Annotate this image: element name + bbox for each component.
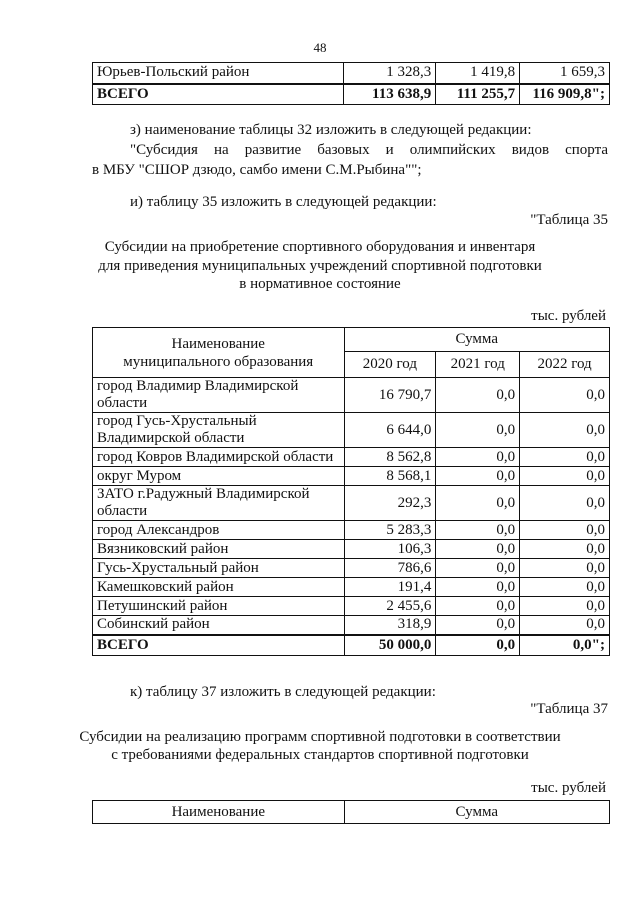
table37-title-1: Субсидии на реализацию программ спортивной подготовки в соответствии (79, 729, 561, 745)
cell-value: 8 562,8 (344, 448, 436, 467)
paragraph-i: и) таблицу 35 изложить в следующей редакции: (130, 194, 437, 210)
header-year: 2021 год (436, 352, 520, 378)
cell-value: 0,0 (520, 486, 610, 521)
cell-value: 0,0 (520, 448, 610, 467)
header-row (93, 801, 610, 824)
cell-value: 0,0 (436, 578, 520, 597)
table-row (93, 63, 610, 84)
header-name-line-1: Наименование (171, 335, 265, 352)
table-row (93, 540, 610, 559)
row-name: округ Муром (93, 467, 345, 486)
cell-value: 6 644,0 (344, 413, 436, 448)
cell-value: 0,0 (520, 578, 610, 597)
cell-value: 0,0 (436, 467, 520, 486)
cell-value: 2 455,6 (344, 597, 436, 616)
table35-label: "Таблица 35 (530, 212, 608, 228)
total-value: 50 000,0 (344, 635, 436, 656)
top-table (92, 62, 610, 105)
table-row (93, 378, 610, 413)
table-37 (92, 800, 610, 824)
cell-value: 786,6 (344, 559, 436, 578)
cell-value: 0,0 (520, 521, 610, 540)
cell-value: 0,0 (436, 540, 520, 559)
cell-value: 1 659,3 (520, 63, 610, 84)
cell-value: 0,0 (520, 540, 610, 559)
cell-value: 106,3 (344, 540, 436, 559)
cell-value: 0,0 (520, 616, 610, 635)
row-name: Петушинский район (93, 597, 345, 616)
cell-value: 0,0 (520, 467, 610, 486)
row-name: город Александров (93, 521, 345, 540)
header-year: 2022 год (520, 352, 610, 378)
row-name: Собинский район (93, 616, 345, 635)
page-number: 48 (313, 40, 327, 55)
cell-value: 0,0 (436, 413, 520, 448)
table-row (93, 413, 610, 448)
row-name: Юрьев-Польский район (93, 63, 344, 84)
total-value: 0,0 (436, 635, 520, 656)
cell-value: 0,0 (520, 597, 610, 616)
total-value: 0,0"; (520, 635, 610, 656)
total-value: 111 255,7 (436, 84, 520, 105)
units-label-2: тыс. рублей (531, 780, 606, 796)
cell-value: 0,0 (436, 616, 520, 635)
cell-value: 0,0 (520, 413, 610, 448)
table-row (93, 616, 610, 635)
cell-value: 0,0 (436, 486, 520, 521)
total-value: 113 638,9 (344, 84, 436, 105)
row-name: Камешковский район (93, 578, 345, 597)
paragraph-z-quote-1: "Субсидия на развитие базовых и олимпийских видов спорта (130, 142, 608, 158)
header-sum: Сумма (344, 801, 609, 824)
header-name-line-2: муниципального образования (123, 353, 314, 370)
paragraph-k: к) таблицу 37 изложить в следующей редакции: (130, 684, 436, 700)
total-label: ВСЕГО (93, 84, 344, 105)
cell-value: 1 419,8 (436, 63, 520, 84)
total-row (93, 84, 610, 105)
table35-title-3: в нормативное состояние (239, 276, 401, 292)
table-row (93, 597, 610, 616)
header-year: 2020 год (344, 352, 436, 378)
table-row (93, 559, 610, 578)
table-row (93, 486, 610, 521)
cell-value: 16 790,7 (344, 378, 436, 413)
table-35 (92, 327, 610, 656)
paragraph-z-quote-2: в МБУ "СШОР дзюдо, самбо имени С.М.Рыбина""; (92, 162, 422, 178)
header-name (93, 328, 345, 378)
row-name: город Ковров Владимирской области (93, 448, 345, 467)
table37-label: "Таблица 37 (530, 701, 608, 717)
cell-value: 8 568,1 (344, 467, 436, 486)
table35-title-1: Субсидии на приобретение спортивного оборудования и инвентаря (104, 239, 536, 255)
cell-value: 0,0 (436, 597, 520, 616)
units-label: тыс. рублей (531, 308, 606, 324)
cell-value: 1 328,3 (344, 63, 436, 84)
row-name: город Владимир Владимирской области (93, 378, 345, 413)
cell-value: 0,0 (520, 378, 610, 413)
header-name: Наименование (93, 801, 345, 824)
total-label: ВСЕГО (93, 635, 345, 656)
table37-title-2: с требованиями федеральных стандартов спортивной подготовки (111, 747, 529, 763)
cell-value: 318,9 (344, 616, 436, 635)
total-row (93, 635, 610, 656)
table-row (93, 448, 610, 467)
cell-value: 0,0 (436, 521, 520, 540)
cell-value: 0,0 (520, 559, 610, 578)
row-name: ЗАТО г.Радужный Владимирской области (93, 486, 345, 521)
table-row (93, 521, 610, 540)
cell-value: 292,3 (344, 486, 436, 521)
cell-value: 0,0 (436, 378, 520, 413)
cell-value: 191,4 (344, 578, 436, 597)
cell-value: 5 283,3 (344, 521, 436, 540)
table35-title-2: для приведения муниципальных учреждений спортивной подготовки (98, 258, 542, 274)
total-value: 116 909,8"; (520, 84, 610, 105)
header-sum: Сумма (344, 328, 610, 352)
paragraph-z: з) наименование таблицы 32 изложить в следующей редакции: (130, 122, 532, 138)
table-row (93, 467, 610, 486)
row-name: Вязниковский район (93, 540, 345, 559)
cell-value: 0,0 (436, 559, 520, 578)
header-row (93, 328, 610, 352)
table-row (93, 578, 610, 597)
row-name: город Гусь-Хрустальный Владимирской области (93, 413, 345, 448)
cell-value: 0,0 (436, 448, 520, 467)
row-name: Гусь-Хрустальный район (93, 559, 345, 578)
